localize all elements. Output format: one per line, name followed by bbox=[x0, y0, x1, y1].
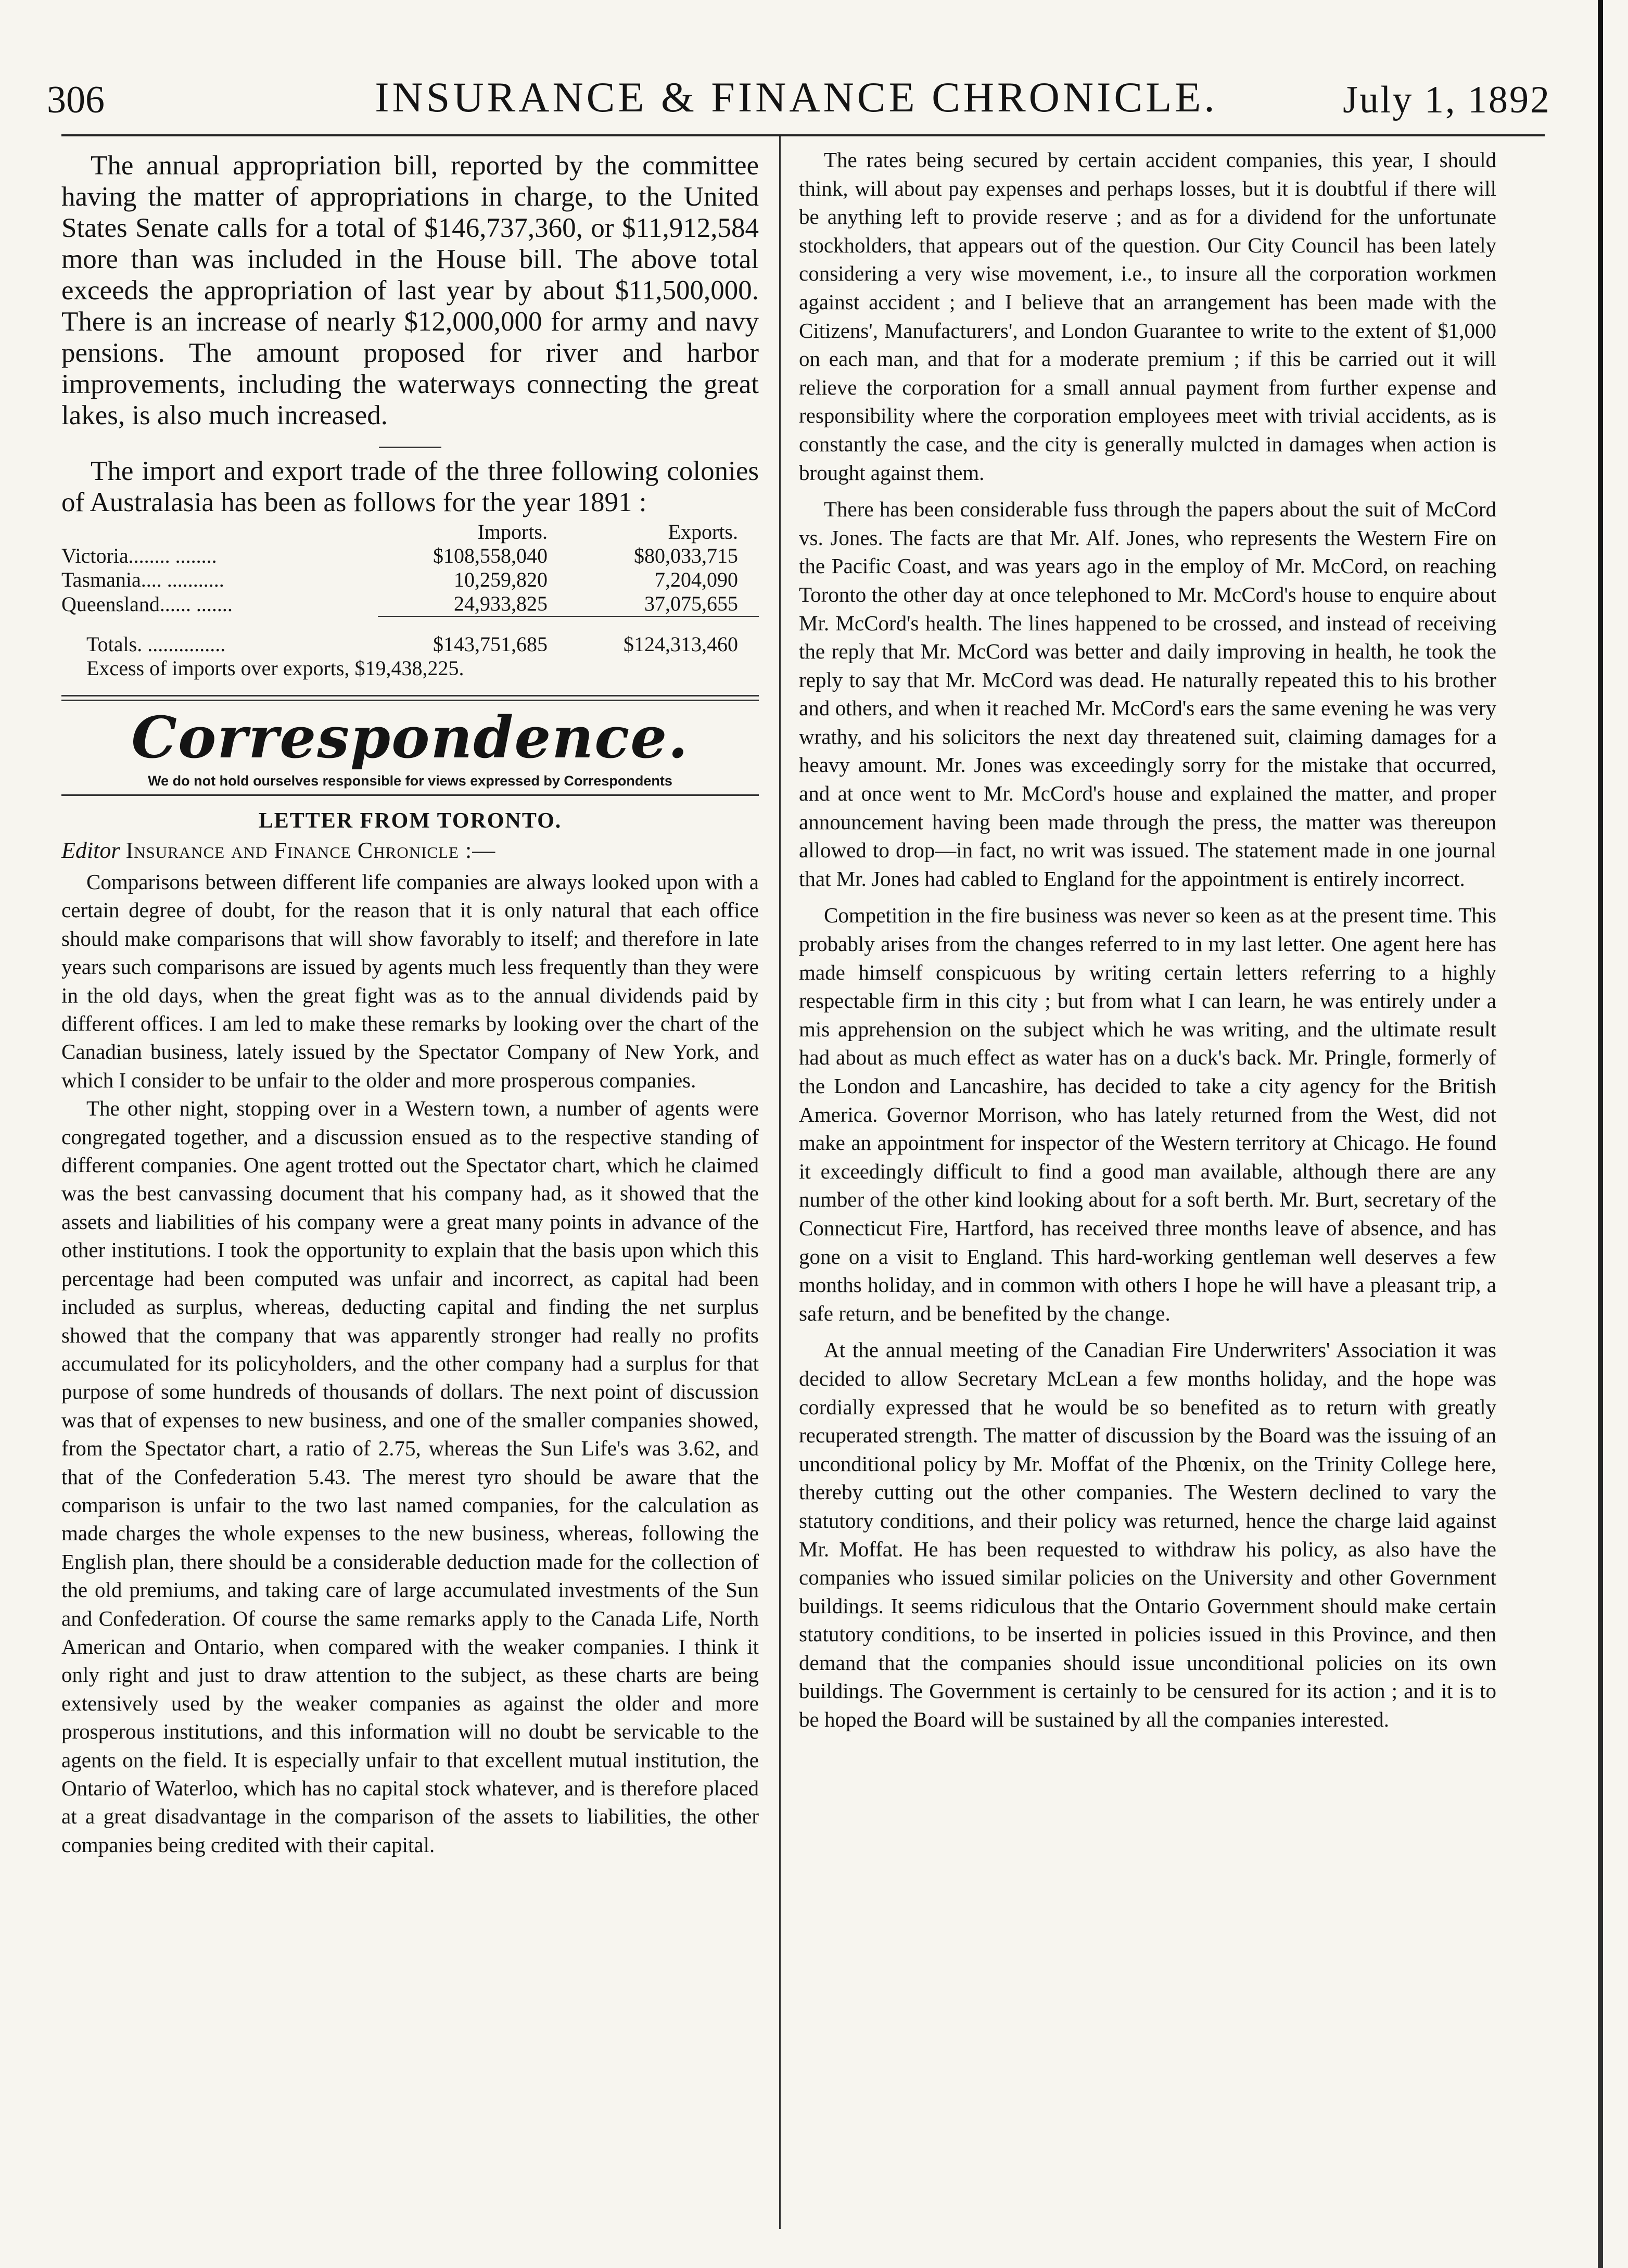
exports-value: 7,204,090 bbox=[655, 568, 738, 591]
section-rule-thin bbox=[61, 794, 759, 796]
masthead-title: INSURANCE & FINANCE CHRONICLE. bbox=[375, 73, 1218, 121]
trade-intro-paragraph: The import and export trade of the three following colonies of Australasia has been as follows for the year 1891 : bbox=[61, 456, 759, 517]
article-title: LETTER FROM TORONTO. bbox=[258, 809, 562, 833]
trade-header-row bbox=[61, 520, 759, 544]
appropriation-paragraph: The annual appropriation bill, reported by the committee having the matter of appropriations in charge, to the United States Senate calls for a total of $146,737,360, or $11,912,584 more than was included in the House bill. The above total exceeds the appropriation of last year by about $11,500,000. There is an increase of nearly $12,000,000 for army and navy pensions. The amount proposed for river and harbor improvements, including the waterways connecting the great lakes, is also much increased. bbox=[61, 150, 759, 430]
issue-date: July 1, 1892 bbox=[1343, 79, 1551, 121]
letter-paragraph: Competition in the fire business was never so keen as at the present time. This probably arises from the changes referred to in my last letter. One agent here has made himself conspicuous by writing certain letters referring to a highly respectable firm in this city ; but from what I can learn, he was entirely under a mis apprehension on the subject which he was writing, and the ultimate result had about as much effect as water has on a duck's back. Mr. Pringle, formerly of the London and Lancashire, has decided to take a city agency for the British America. Governor Morrison, who has lately returned from the West, did not make an appointment for inspector of the Western territory at Chicago. He found it exceedingly difficult to find a good man available, although there are any number of the other kind looking about for a soft berth. Mr. Burt, secretary of the Connecticut Fire, Hartford, has received three months leave of absence, and has gone on a visit to England. This hard-working gentleman well deserves a few months holiday, and in common with others I hope he will have a pleasant trip, a safe return, and be benefited by the change. bbox=[799, 903, 1496, 1325]
exports-value: 37,075,655 bbox=[568, 592, 759, 616]
page-header bbox=[42, 62, 1551, 125]
letter-paragraph: There has been considerable fuss through the papers about the suit of McCord vs. Jones. The facts are that Mr. Alf. Jones, who represents the Western Fire on the Pacific Coast, and was years ago in the employ of Mr. McCord, on reaching Toronto the other day at once telephoned to Mr. McCord's house to enquire about Mr. McCord's health. The lines happened to be crossed, and instead of receiving the reply that Mr. McCord was better and daily improving in health, he took the reply to say that Mr. McCord was dead. He naturally repeated this to his brother and others, and when it reached Mr. McCord's ears the same evening he was very wrathy, and his solicitors the next day threatened suit, claiming damages for a heavy amount. Mr. Jones was exceedingly sorry for the mistake that occurred, and at once went to Mr. McCord's house and explained the matter, and proper announcement having been made through the press, the matter was thereupon allowed to drop—in fact, no writ was issued. The statement made in one journal that Mr. Jones had cabled to England for the appointment is entirely incorrect. bbox=[799, 497, 1496, 891]
left-column bbox=[61, 142, 759, 1859]
section-rule bbox=[61, 695, 759, 701]
salutation bbox=[61, 837, 759, 865]
letter-paragraph: The other night, stopping over in a Western town, a number of agents were congregated together, and a discussion ensued as to the respective standing of different companies. One agent trotted out the Spectator chart, which he claimed was the best canvassing document that his company had, as it showed that the assets and liabilities of his company were a great many points in advance of the other institutions. I took the opportunity to explain that the basis upon which this percentage had been computed was unfair and incorrect, as capital had been included as surplus, whereas, deducting capital and finding the net surplus showed that the company that was apparently stronger had really no profits accumulated for its policyholders, and the other company had a surplus for that purpose of some hundreds of thousands of dollars. The next point of discussion was that of expenses to new business, and one of the smaller companies showed, from the Spectator chart, a ratio of 2.75, whereas the Sun Life's was 3.62, and that of the Confederation 5.43. The merest tyro should be aware that the comparison is unfair to the two last named companies, for the calculation as made charges the whole expenses to the new business, whereas, following the English plan, there should be a considerable deduction made for the collection of the old premiums, and taking care of large accumulated investments of the Sun and Confederation. Of course the same remarks apply to the Canada Life, North American and Ontario, when compared with the weaker companies. I think it only right and just to draw attention to the subject, as these charts are being extensively used by the weaker companies as against the older and more prosperous institutions, and this information will no doubt be servicable to the agents on the field. It is especially unfair to that excellent mutual institution, the Ontario of Waterloo, which has no capital stock whatever, and is therefore placed at a great disadvantage in the comparison of the assets to liabilities, the other companies being credited with their capital. bbox=[61, 1096, 759, 1857]
page-number: 306 bbox=[47, 79, 105, 121]
disclaimer: We do not hold ourselves responsible for views expressed by Correspondents bbox=[148, 773, 672, 789]
totals-exports: $124,313,460 bbox=[624, 632, 738, 656]
colony-name: Victoria........ ........ bbox=[61, 544, 217, 567]
letter-paragraph: At the annual meeting of the Canadian Fire Underwriters' Association it was decided to allow Secretary McLean a few months holiday, and the hope was cordially expressed that he would be so benefited as to return with greatly recuperated strength. The matter of discussion by the Board was the issuing of an unconditional policy by Mr. Moffat of the Phœnix, on the Trinity College here, thereby cutting out the other companies. The Western declined to vary the statutory conditions, and their policy was returned, hence the charge laid against Mr. Moffat. He has been requested to withdraw his policy, as also have the companies who issued similar policies on the University and other Government buildings. It seems ridiculous that the Ontario Government should make certain statutory conditions, to be inserted in policies issued in this Province, and then demand that the companies should issue unconditional policies on its own buildings. The Government is certainly to be censured for its action ; and it is to be hoped the Board will be sustained by all the companies interested. bbox=[799, 1338, 1496, 1732]
column-divider bbox=[779, 136, 781, 2229]
binding-edge bbox=[1598, 0, 1603, 2268]
letter-paragraph: Comparisons between different life companies are always looked upon with a certain degree of doubt, for the reason that it is only natural that each office should make comparisons that will show favorably to itself; and therefore in late years such comparisons are issued by agents much less frequently than they were in the old days, when the great fight was as to the annual dividends paid by different offices. I am led to make these remarks by looking over the chart of the Canadian business, lately issued by the Spectator Company of New York, and which I consider to be unfair to the older and more prosperous companies. bbox=[61, 870, 759, 1092]
colony-name: Tasmania.... ........... bbox=[61, 568, 224, 591]
table-row bbox=[61, 544, 759, 568]
totals-label: Totals. ............... bbox=[86, 632, 226, 656]
trade-table bbox=[61, 520, 759, 656]
letter-paragraph: The rates being secured by certain accident companies, this year, I should think, will about pay expenses and perhaps losses, but it is doubtful if there will be anything left to provide reserve ; and as for a dividend for the unfortunate stockholders, that appears out of the question. Our City Council has been lately considering a very wise movement, i.e., to insure all the corporation workmen against accident ; and I believe that an arrangement has been made with the Citizens', Manufacturers', and London Guarantee to write to the extent of $1,000 on each man, and that for a moderate premium ; if this be carried out it will relieve the corporation for a small annual payment from further expense and responsibility where the corporation employees meet with trivial accidents, as is constantly the case, and the city is generally mulcted in damages when action is brought against them. bbox=[799, 148, 1496, 485]
imports-value: $108,558,040 bbox=[433, 544, 548, 567]
header-rule bbox=[61, 134, 1545, 136]
right-column bbox=[799, 142, 1496, 1734]
totals-row bbox=[61, 616, 759, 656]
section-title: Correspondence. bbox=[131, 704, 689, 771]
imports-header: Imports. bbox=[477, 520, 548, 543]
exports-value: $80,033,715 bbox=[634, 544, 738, 567]
colony-name: Queensland...... ....... bbox=[61, 592, 233, 616]
salutation-editor: Editor bbox=[61, 838, 120, 863]
short-rule bbox=[379, 447, 441, 448]
table-row bbox=[61, 592, 759, 616]
imports-value: 24,933,825 bbox=[378, 592, 568, 616]
excess-line: Excess of imports over exports, $19,438,225. bbox=[86, 656, 464, 680]
exports-header: Exports. bbox=[668, 520, 738, 543]
totals-imports: $143,751,685 bbox=[433, 632, 548, 656]
salutation-publication: Insurance and Finance Chronicle :— bbox=[125, 838, 496, 863]
table-row bbox=[61, 568, 759, 592]
imports-value: 10,259,820 bbox=[454, 568, 548, 591]
